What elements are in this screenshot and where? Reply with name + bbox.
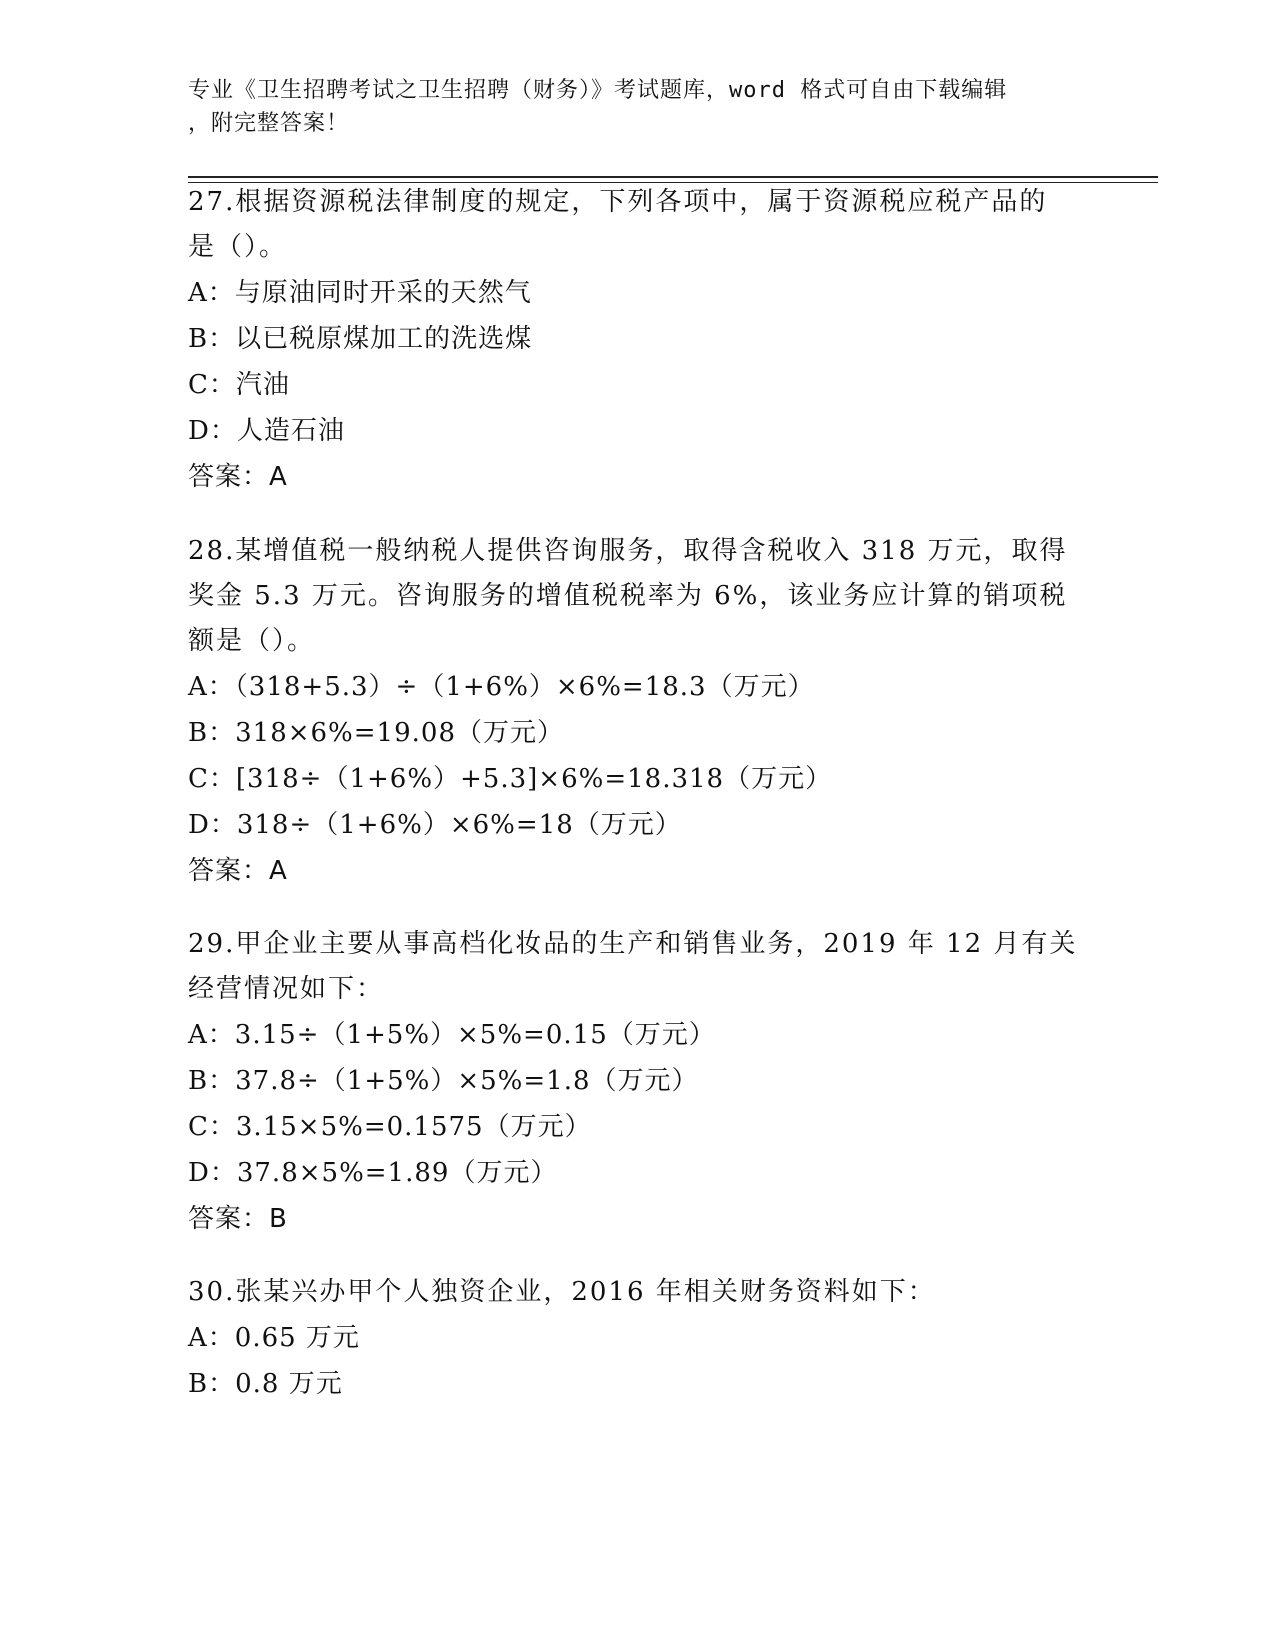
option-c: C：[318÷（1+6%）+5.3]×6%=18.318（万元） bbox=[188, 764, 833, 794]
option-a: A：与原油同时开采的天然气 bbox=[188, 278, 532, 308]
option-d: D：318÷（1+6%）×6%=18（万元） bbox=[188, 810, 682, 840]
question-stem-line: 29.甲企业主要从事高档化妆品的生产和销售业务，2019 年 12 月有关 bbox=[188, 929, 1078, 959]
question-28 bbox=[188, 529, 1088, 894]
question-27 bbox=[188, 180, 1088, 500]
option-b: B：0.8 万元 bbox=[188, 1369, 343, 1399]
answer: 答案：A bbox=[188, 462, 288, 492]
question-stem-line: 经营情况如下： bbox=[188, 974, 385, 1004]
answer: 答案：B bbox=[188, 1204, 288, 1234]
option-d: D：37.8×5%=1.89（万元） bbox=[188, 1158, 558, 1188]
header-divider-thick bbox=[188, 176, 1158, 178]
header-line-1: 专业《卫生招聘考试之卫生招聘（财务）》考试题库，word 格式可自由下载编辑 bbox=[188, 78, 1008, 103]
answer: 答案：A bbox=[188, 856, 288, 886]
question-stem-line: 是（）。 bbox=[188, 232, 288, 262]
option-d: D：人造石油 bbox=[188, 416, 345, 446]
question-stem-line: 30.张某兴办甲个人独资企业，2016 年相关财务资料如下： bbox=[188, 1277, 936, 1307]
option-c: C：汽油 bbox=[188, 370, 290, 400]
question-stem-line: 额是（）。 bbox=[188, 626, 316, 656]
question-stem-line: 奖金 5.3 万元。咨询服务的增值税税率为 6%，该业务应计算的销项税 bbox=[188, 581, 1068, 611]
option-a: A：（318+5.3）÷（1+6%）×6%=18.3（万元） bbox=[188, 672, 815, 702]
question-stem-line: 28.某增值税一般纳税人提供咨询服务，取得含税收入 318 万元，取得 bbox=[188, 536, 1068, 566]
option-b: B：以已税原煤加工的洗选煤 bbox=[188, 324, 533, 354]
option-a: A：0.65 万元 bbox=[188, 1323, 360, 1353]
document-header bbox=[188, 74, 1068, 140]
option-a: A：3.15÷（1+5%）×5%=0.15（万元） bbox=[188, 1020, 716, 1050]
header-line-2: ，附完整答案！ bbox=[188, 111, 350, 136]
option-c: C：3.15×5%=0.1575（万元） bbox=[188, 1112, 592, 1142]
question-stem-line: 27.根据资源税法律制度的规定，下列各项中，属于资源税应税产品的 bbox=[188, 187, 1048, 217]
question-29 bbox=[188, 922, 1088, 1242]
option-b: B：318×6%=19.08（万元） bbox=[188, 718, 564, 748]
option-b: B：37.8÷（1+5%）×5%=1.8（万元） bbox=[188, 1066, 699, 1096]
question-30 bbox=[188, 1270, 1088, 1407]
